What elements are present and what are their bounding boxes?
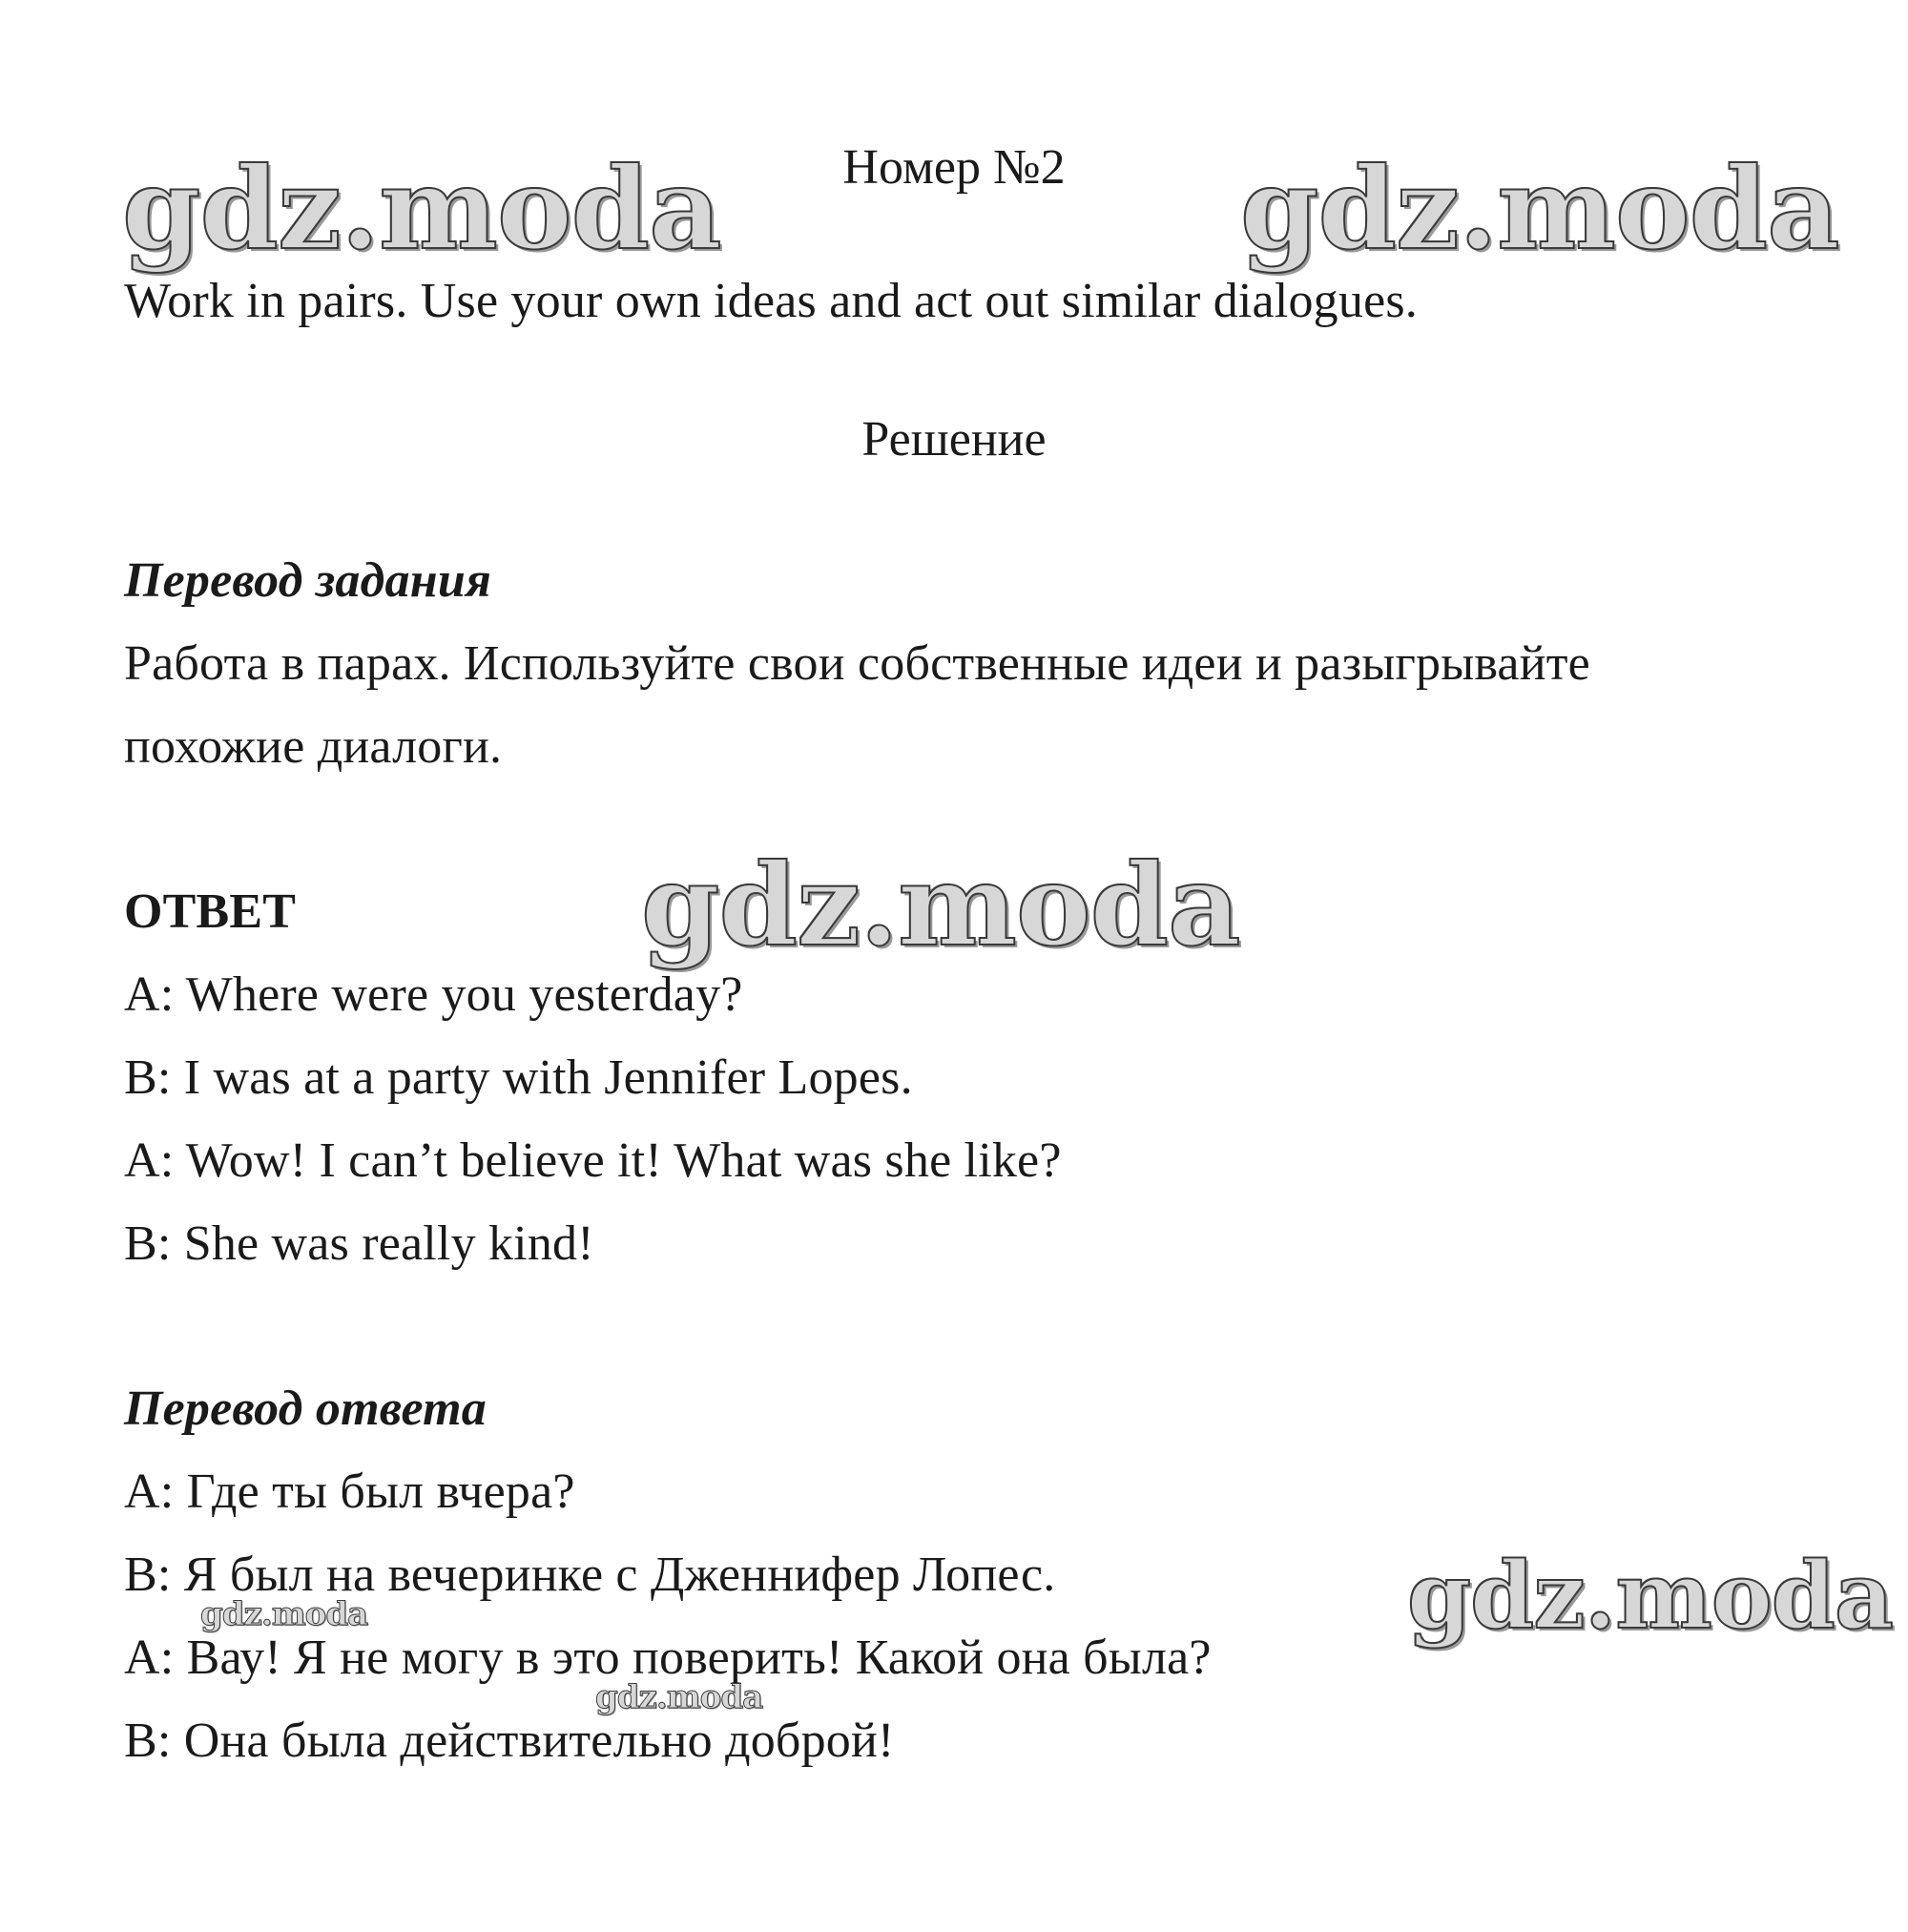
answer-translation-line: B: Я был на вечеринке с Дженнифер Лопес.	[124, 1548, 1056, 1602]
task-number-title: Номер №2	[842, 140, 1066, 195]
task-translation-heading: Перевод задания	[124, 553, 491, 608]
answer-translation-line: A: Вау! Я не могу в это поверить! Какой она была?	[124, 1631, 1212, 1685]
answer-line: A: Wow! I can’t believe it! What was she like?	[124, 1133, 1062, 1188]
watermark-logo: gdz.moda	[122, 142, 721, 275]
task-translation-line: Работа в парах. Используйте свои собственные идеи и разыгрывайте	[124, 636, 1590, 691]
answer-translation-line: B: Она была действительно доброй!	[124, 1714, 895, 1768]
watermark-logo: gdz.moda	[641, 839, 1240, 971]
solution-title: Решение	[861, 412, 1047, 467]
watermark-logo: gdz.moda	[1240, 142, 1839, 275]
answer-line: A: Where were you yesterday?	[124, 967, 743, 1022]
task-text: Work in pairs. Use your own ideas and act out similar dialogues.	[124, 274, 1418, 328]
watermark-logo: gdz.moda	[200, 1595, 368, 1633]
answer-translation-heading: Перевод ответа	[124, 1381, 487, 1436]
watermark-logo: gdz.moda	[595, 1678, 763, 1716]
task-translation-line: похожие диалоги.	[124, 719, 503, 774]
answer-translation-line: A: Где ты был вчера?	[124, 1465, 575, 1519]
answer-line: B: She was really kind!	[124, 1216, 594, 1271]
answer-heading: ОТВЕТ	[124, 884, 297, 939]
watermark-logo: gdz.moda	[1407, 1542, 1894, 1650]
answer-line: B: I was at a party with Jennifer Lopes.	[124, 1050, 913, 1105]
